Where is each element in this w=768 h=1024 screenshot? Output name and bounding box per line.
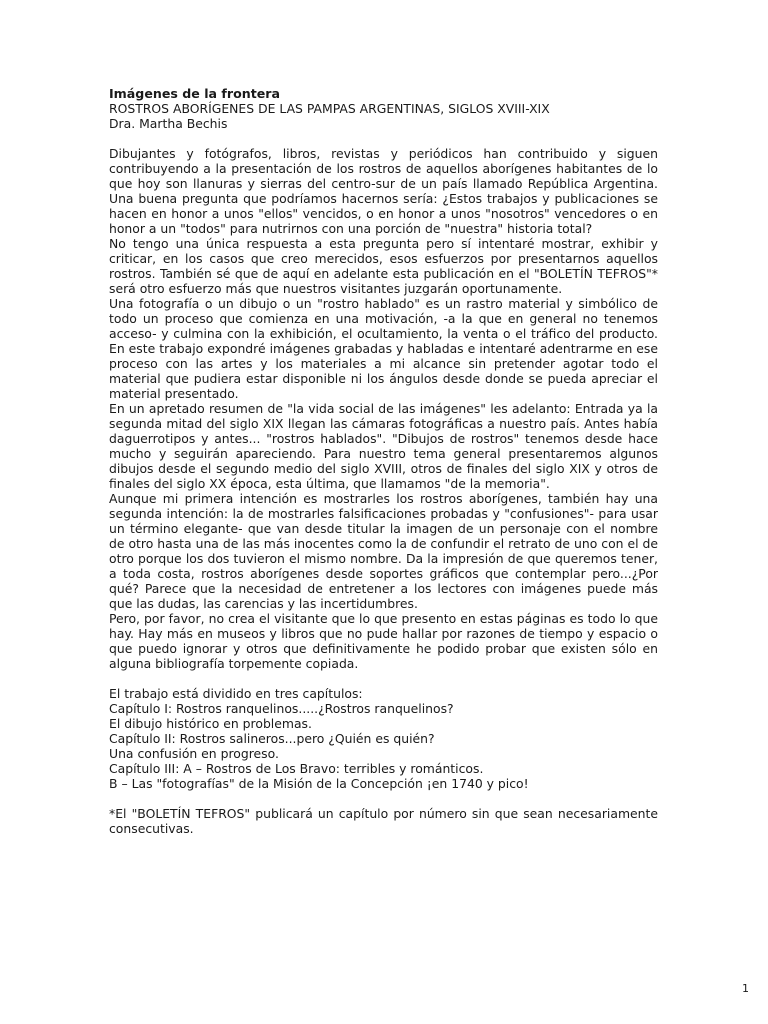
body-paragraph: En un apretado resumen de "la vida social de las imágenes" les adelanto: Entrada ya la segunda mitad del siglo XIX llegan las cámaras fotográficas a nuestro país. Antes había daguerrotipos y antes... "rostros hablados". "Dibujos de rostros" tenemos desde hace mucho y seguirán apareciendo. Para nuestro tema general presentaremos algunos dibujos desde el segundo medio del siglo XVIII, otros de finales del siglo XIX y otros de finales del siglo XX época, esta última, que llamamos "de la memoria".	[109, 401, 658, 491]
document-page	[109, 86, 658, 836]
document-subtitle: ROSTROS ABORÍGENES DE LAS PAMPAS ARGENTINAS, SIGLOS XVIII-XIX	[109, 101, 550, 116]
spacer	[109, 791, 658, 806]
contents-item: B – Las "fotografías" de la Misión de la Concepción ¡en 1740 y pico!	[109, 776, 529, 791]
document-author: Dra. Martha Bechis	[109, 116, 228, 131]
footnote: *El "BOLETÍN TEFROS" publicará un capítulo por número sin que sean necesariamente consecutivas.	[109, 806, 658, 836]
contents-item: Capítulo I: Rostros ranquelinos.....¿Rostros ranquelinos?	[109, 701, 454, 716]
body-paragraph: Una fotografía o un dibujo o un "rostro hablado" es un rastro material y simbólico de todo un proceso que comienza en una motivación, -a la que en general no tenemos acceso- y culmina con la exhibición, el ocultamiento, la venta o el tráfico del producto. En este trabajo expondré imágenes grabadas y habladas e intentaré adentrarme en ese proceso con las artes y los materiales a mi alcance sin pretender agotar todo el material que pudiera estar disponible ni los ángulos desde donde se pueda apreciar el material presentado.	[109, 296, 658, 401]
contents-item: El dibujo histórico en problemas.	[109, 716, 312, 731]
contents-intro: El trabajo está dividido en tres capítulos:	[109, 686, 363, 701]
body-paragraph: No tengo una única respuesta a esta pregunta pero sí intentaré mostrar, exhibir y criticar, en los casos que creo merecidos, esos esfuerzos por presentarnos aquellos rostros. También sé que de aquí en adelante esta publicación en el "BOLETÍN TEFROS"* será otro esfuerzo más que nuestros visitantes juzgarán oportunamente.	[109, 236, 658, 296]
document-title: Imágenes de la frontera	[109, 86, 280, 101]
contents-item: Una confusión en progreso.	[109, 746, 279, 761]
body-paragraph: Aunque mi primera intención es mostrarles los rostros aborígenes, también hay una segunda intención: la de mostrarles falsificaciones probadas y "confusiones"- para usar un término elegante- que van desde titular la imagen de un personaje con el nombre de otro hasta una de las más inocentes como la de confundir el retrato de uno con el de otro porque los dos tuvieron el mismo nombre. Da la impresión de que queremos tener, a toda costa, rostros aborígenes desde soportes gráficos que contemplar pero...¿Por qué? Parece que la necesidad de entretener a los lectores con imágenes puede más que las dudas, las carencias y las incertidumbres.	[109, 491, 658, 611]
page-number: 1	[742, 982, 749, 995]
contents-item: Capítulo II: Rostros salineros...pero ¿Quién es quién?	[109, 731, 435, 746]
body-paragraph: Pero, por favor, no crea el visitante que lo que presento en estas páginas es todo lo que hay. Hay más en museos y libros que no pude hallar por razones de tiempo y espacio o que puedo ignorar y otros que definitivamente he podido probar que existen sólo en alguna bibliografía torpemente copiada.	[109, 611, 658, 671]
body-paragraph: Dibujantes y fotógrafos, libros, revistas y periódicos han contribuido y siguen contribuyendo a la presentación de los rostros de aquellos aborígenes habitantes de lo que hoy son llanuras y sierras del centro-sur de un país llamado República Argentina. Una buena pregunta que podríamos hacernos sería: ¿Estos trabajos y publicaciones se hacen en honor a unos "ellos" vencidos, o en honor a unos "nosotros" vencedores o en honor a un "todos" para nutrirnos con una porción de "nuestra" historia total?	[109, 146, 658, 236]
spacer	[109, 131, 658, 146]
contents-item: Capítulo III: A – Rostros de Los Bravo: terribles y románticos.	[109, 761, 484, 776]
spacer	[109, 671, 658, 686]
